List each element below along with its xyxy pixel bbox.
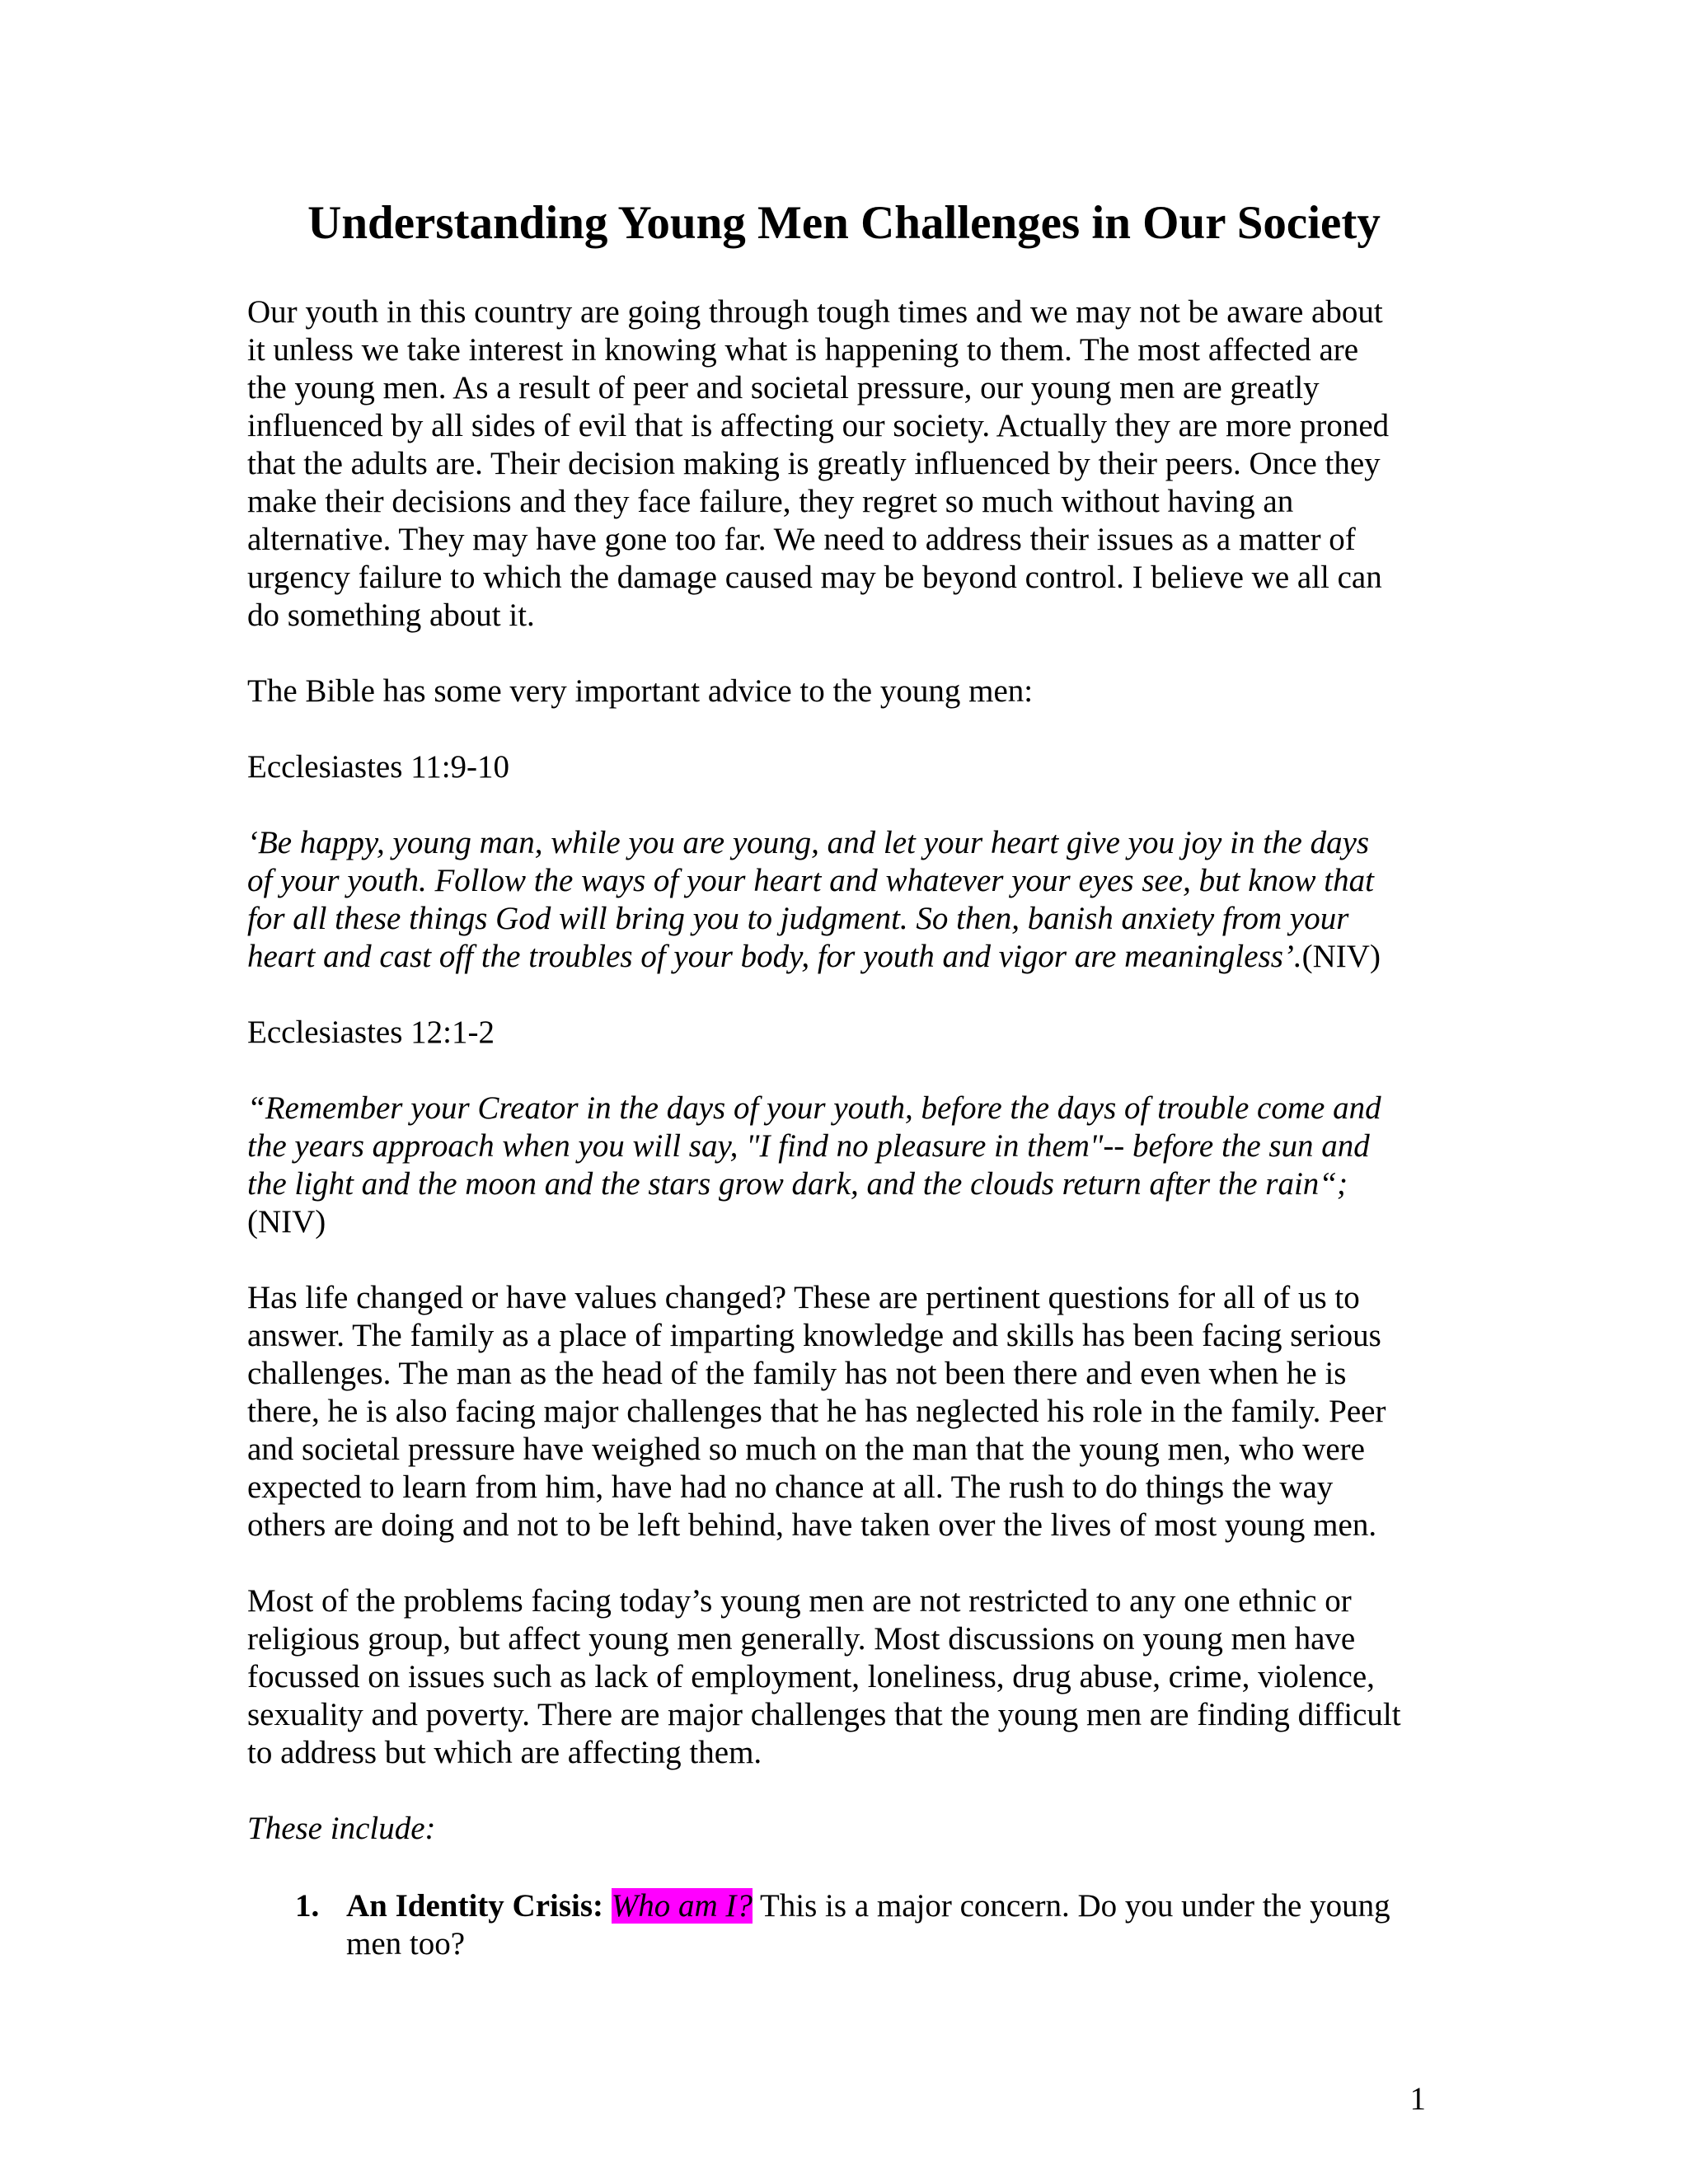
- text-line: make their decisions and they face failure, they regret so much without having an: [247, 484, 1294, 519]
- quote-line: of your youth. Follow the ways of your heart and whatever your eyes see, but know that: [247, 863, 1374, 898]
- text-line: Ecclesiastes 11:9-10: [247, 749, 510, 785]
- quote-line: for all these things God will bring you to judgment. So then, banish anxiety from your: [247, 901, 1349, 936]
- text-line: Our youth in this country are going through tough times and we may not be aware about: [247, 294, 1383, 330]
- text-line: that the adults are. Their decision making is greatly influenced by their peers. Once they: [247, 446, 1381, 481]
- text-line: Ecclesiastes 12:1-2: [247, 1015, 495, 1050]
- text-line: others are doing and not to be left behind, have taken over the lives of most young men.: [247, 1507, 1377, 1543]
- list-item: [295, 1887, 1465, 1963]
- text-line: to address but which are affecting them.: [247, 1735, 762, 1770]
- text-line: The Bible has some very important advice to the young men:: [247, 673, 1034, 709]
- text-line: Most of the problems facing today’s young men are not restricted to any one ethnic or: [247, 1583, 1352, 1619]
- text-line: it unless we take interest in knowing what is happening to them. The most affected are: [247, 332, 1359, 368]
- paragraph-intro: [247, 293, 1451, 635]
- text-line: the young men. As a result of peer and societal pressure, our young men are greatly: [247, 370, 1320, 405]
- text-line: urgency failure to which the damage caused may be beyond control. I believe we all can: [247, 560, 1382, 595]
- list-item-line-2: men too?: [346, 1926, 466, 1961]
- text-line: challenges. The man as the head of the family has not been there and even when he is: [247, 1356, 1347, 1391]
- quote-line: heart and cast off the troubles of your body, for youth and vigor are meaningless’.: [247, 939, 1302, 974]
- paragraph-values: [247, 1279, 1451, 1544]
- challenges-list: [295, 1887, 1465, 1963]
- scripture-reference-1: [247, 748, 1451, 786]
- highlighted-question: Who am I?: [611, 1888, 753, 1924]
- text-line: focussed on issues such as lack of employment, loneliness, drug abuse, crime, violence,: [247, 1659, 1375, 1694]
- document-title: Understanding Young Men Challenges in Our Society: [307, 197, 1381, 249]
- text-line: religious group, but affect young men generally. Most discussions on young men have: [247, 1621, 1356, 1657]
- scripture-quote-1: [247, 824, 1451, 976]
- these-include-label: [247, 1810, 1451, 1848]
- quote-line-with-suffix: [247, 938, 1451, 976]
- page-number: 1: [1409, 2081, 1426, 2116]
- text-line: influenced by all sides of evil that is affecting our society. Actually they are more proned: [247, 408, 1390, 443]
- paragraph-bible-advice: [247, 673, 1451, 710]
- text-line: These include:: [247, 1811, 436, 1846]
- list-item-text: This is a major concern. Do you under the young: [752, 1888, 1390, 1924]
- quote-line: ‘Be happy, young man, while you are young, and let your heart give you joy in the days: [247, 825, 1370, 860]
- text-line: and societal pressure have weighed so much on the man that the young men, who were: [247, 1432, 1365, 1467]
- text-line: sexuality and poverty. There are major challenges that the young men are finding difficult: [247, 1697, 1401, 1732]
- quote-line: the light and the moon and the stars grow dark, and the clouds return after the rain“;: [247, 1166, 1348, 1202]
- quote-line: the years approach when you will say, "I find no pleasure in them"-- before the sun and: [247, 1128, 1370, 1164]
- scripture-reference-2: [247, 1014, 1451, 1052]
- translation-label: (NIV): [247, 1204, 326, 1240]
- document-body: [247, 293, 1451, 1886]
- text-line: do something about it.: [247, 598, 535, 633]
- paragraph-problems: [247, 1582, 1451, 1772]
- text-line: there, he is also facing major challenges that he has neglected his role in the family. Peer: [247, 1394, 1386, 1429]
- quote-line: “Remember your Creator in the days of your youth, before the days of trouble come and: [247, 1090, 1381, 1126]
- text-line: alternative. They may have gone too far. We need to address their issues as a matter of: [247, 522, 1356, 557]
- list-item-number: 1.: [295, 1888, 320, 1924]
- text-line: answer. The family as a place of imparting knowledge and skills has been facing serious: [247, 1318, 1381, 1353]
- list-item-line-1: [346, 1887, 1465, 1925]
- scripture-quote-2: [247, 1090, 1451, 1241]
- list-item-heading: An Identity Crisis:: [346, 1888, 604, 1924]
- translation-label: (NIV): [1301, 939, 1381, 974]
- text-line: Has life changed or have values changed? These are pertinent questions for all of us to: [247, 1280, 1360, 1315]
- text-line: expected to learn from him, have had no chance at all. The rush to do things the way: [247, 1469, 1334, 1505]
